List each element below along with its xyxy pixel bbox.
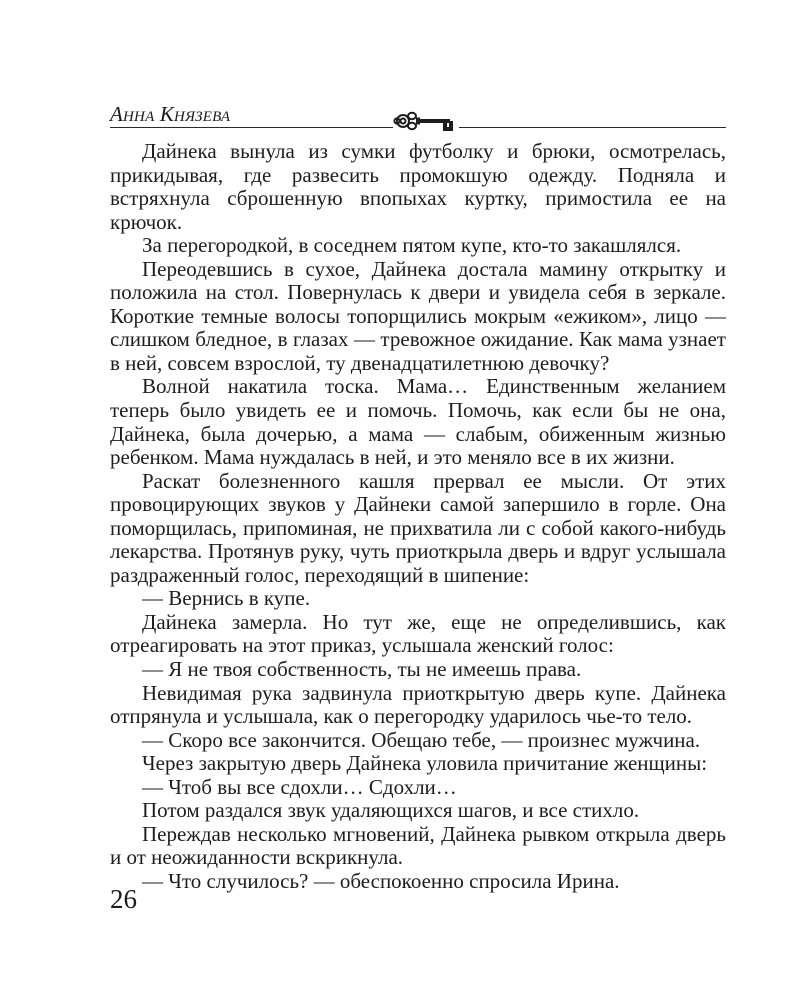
paragraph: Переодевшись в сухое, Дайнека достала мамину открытку и положила на стол. Повернулась к двери и увидела себя в зеркале. Короткие темные волосы топорщились мокрым «ежиком», лицо — слишком бледное, в глазах — тревожное ожидание. Как мама узнает в ней, совсем взрослой, ту двенадцатилетнюю девочку? [110,256,726,375]
paragraph: Невидимая рука задвинула приоткрытую дверь купе. Дайнека отпрянула и услышала, как о перегородку ударилось чье-то тело. [110,680,726,729]
author-name: Анна Князева [110,102,231,126]
body-text [110,140,726,894]
dialogue-line: — Скоро все закончится. Обещаю тебе, — произнес мужчина. [142,727,701,752]
paragraph: Переждав несколько мгновений, Дайнека рывком открыла дверь и от неожиданности вскрикнула. [110,821,726,870]
dialogue-line: — Что случилось? — обеспокоенно спросила Ирина. [142,868,620,893]
dialogue-line: — Чтоб вы все сдохли… Сдохли… [142,774,457,799]
paragraph: За перегородкой, в соседнем пятом купе, кто-то закашлялся. [142,233,682,258]
dialogue-line: — Я не твоя собственность, ты не имеешь права. [142,657,582,682]
paragraph: Дайнека замерла. Но тут же, еще не определившись, как отреагировать на этот приказ, услышала женский голос: [110,609,726,658]
paragraph: Дайнека вынула из сумки футболку и брюки, осмотрелась, прикидывая, где развесить промокшую одежду. Подняла и встряхнула сброшенную впопыхах куртку, примостила ее на крючок. [110,139,726,234]
running-head [110,96,726,136]
page-number: 26 [110,884,137,914]
paragraph: Волной накатила тоска. Мама… Единственным желанием теперь было увидеть ее и помочь. Помочь, как если бы не она, Дайнека, была дочерью, а мама — слабым, обиженным жизнью ребенком. Мама нуждалась в ней, и это меняло все в их жизни. [110,374,726,470]
paragraph: Раскат болезненного кашля прервал ее мысли. От этих провоцирующих звуков у Дайнеки самой запершило в горле. Она поморщилась, припоминая, не прихватила ли с собой какого-нибудь лекарства. Протянув руку, чуть приоткрыла дверь и вдруг услышала раздраженный голос, переходящий в шипение: [110,468,726,587]
key-ornament-icon [393,108,459,134]
paragraph: Через закрытую дверь Дайнека уловила причитание женщины: [142,751,708,776]
paragraph: Потом раздался звук удаляющихся шагов, и все стихло. [142,798,640,823]
dialogue-line: — Вернись в купе. [142,586,311,611]
